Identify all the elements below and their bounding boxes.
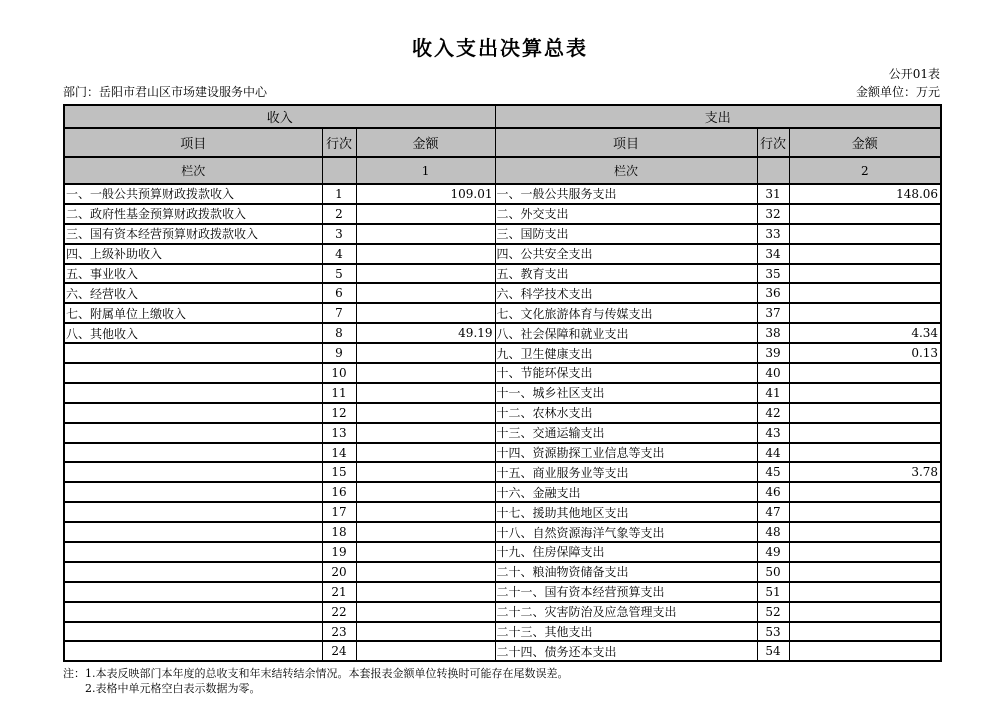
income-line-cell: 18: [322, 522, 356, 542]
budget-table: [63, 104, 942, 662]
expense-line-cell: 38: [757, 323, 789, 343]
expense-item-cell: 四、公共安全支出: [495, 244, 757, 264]
table-row: [64, 482, 941, 502]
income-amount-cell: 49.19: [356, 323, 495, 343]
income-line-cell: 11: [322, 383, 356, 403]
note-line-2: 2.表格中单元格空白表示数据为零。: [85, 682, 261, 696]
income-item-cell: [64, 542, 322, 562]
expense-line-cell: 53: [757, 622, 789, 642]
income-item-cell: 五、事业收入: [64, 264, 322, 284]
table-row: [64, 184, 941, 204]
expense-item-cell: 六、科学技术支出: [495, 283, 757, 303]
income-line-cell: 21: [322, 582, 356, 602]
expense-amount-cell: [789, 423, 941, 443]
expense-item-cell: 三、国防支出: [495, 224, 757, 244]
expense-amount-cell: 148.06: [789, 184, 941, 204]
income-colindex-line-blank: [322, 157, 356, 184]
expense-item-cell: 九、卫生健康支出: [495, 343, 757, 363]
department-label: 部门：岳阳市君山区市场建设服务中心: [63, 85, 268, 99]
expense-amount-cell: [789, 283, 941, 303]
income-section-header: 收入: [64, 105, 495, 128]
income-item-cell: 三、国有资本经营预算财政拨款收入: [64, 224, 322, 244]
income-amount-cell: [356, 462, 495, 482]
expense-amount-cell: [789, 482, 941, 502]
income-amount-cell: [356, 582, 495, 602]
income-line-header: 行次: [322, 128, 356, 157]
meta-line: [63, 85, 940, 100]
income-amount-cell: [356, 542, 495, 562]
table-row: [64, 283, 941, 303]
expense-line-cell: 31: [757, 184, 789, 204]
table-row: [64, 582, 941, 602]
income-item-cell: [64, 622, 322, 642]
table-row: [64, 303, 941, 323]
expense-item-cell: 十四、资源勘探工业信息等支出: [495, 443, 757, 463]
income-item-cell: 八、其他收入: [64, 323, 322, 343]
expense-amount-cell: [789, 582, 941, 602]
income-item-cell: [64, 582, 322, 602]
income-item-cell: [64, 443, 322, 463]
expense-line-cell: 39: [757, 343, 789, 363]
expense-amount-cell: 0.13: [789, 343, 941, 363]
income-item-cell: 七、附属单位上缴收入: [64, 303, 322, 323]
expense-colindex-line-blank: [757, 157, 789, 184]
income-line-cell: 23: [322, 622, 356, 642]
column-index-row: [64, 157, 941, 184]
table-row: [64, 383, 941, 403]
income-line-cell: 5: [322, 264, 356, 284]
income-colindex-label: 栏次: [64, 157, 322, 184]
income-amount-cell: [356, 204, 495, 224]
income-amount-cell: [356, 622, 495, 642]
expense-line-header: 行次: [757, 128, 789, 157]
expense-colindex-label: 栏次: [495, 157, 757, 184]
expense-line-cell: 47: [757, 502, 789, 522]
expense-item-cell: 五、教育支出: [495, 264, 757, 284]
income-item-cell: 四、上级补助收入: [64, 244, 322, 264]
income-amount-cell: [356, 482, 495, 502]
table-row: [64, 562, 941, 582]
table-code: 公开01表: [888, 67, 940, 81]
income-item-header: 项目: [64, 128, 322, 157]
section-header-row: [64, 105, 941, 128]
expense-item-cell: 二十四、债务还本支出: [495, 641, 757, 661]
income-item-cell: [64, 602, 322, 622]
income-item-cell: [64, 343, 322, 363]
income-item-cell: [64, 403, 322, 423]
income-item-cell: [64, 502, 322, 522]
expense-amount-cell: [789, 383, 941, 403]
expense-item-cell: 十六、金融支出: [495, 482, 757, 502]
expense-amount-cell: [789, 502, 941, 522]
table-row: [64, 542, 941, 562]
table-row: [64, 443, 941, 463]
expense-item-cell: 十九、住房保障支出: [495, 542, 757, 562]
income-item-cell: [64, 482, 322, 502]
income-item-cell: 一、一般公共预算财政拨款收入: [64, 184, 322, 204]
income-amount-cell: [356, 343, 495, 363]
income-amount-cell: [356, 303, 495, 323]
income-line-cell: 16: [322, 482, 356, 502]
expense-amount-cell: [789, 443, 941, 463]
expense-amount-cell: [789, 602, 941, 622]
expense-amount-cell: [789, 403, 941, 423]
income-item-cell: [64, 383, 322, 403]
income-amount-cell: [356, 363, 495, 383]
expense-line-cell: 50: [757, 562, 789, 582]
income-amount-cell: [356, 244, 495, 264]
income-line-cell: 10: [322, 363, 356, 383]
expense-item-cell: 十一、城乡社区支出: [495, 383, 757, 403]
income-line-cell: 6: [322, 283, 356, 303]
income-line-cell: 3: [322, 224, 356, 244]
income-amount-cell: [356, 443, 495, 463]
income-item-cell: [64, 363, 322, 383]
table-row: [64, 641, 941, 661]
expense-amount-cell: [789, 224, 941, 244]
amount-unit-label: 金额单位：万元: [855, 85, 940, 99]
page-title: 收入支出决算总表: [412, 36, 588, 60]
income-amount-cell: [356, 502, 495, 522]
note-line-1: 注：1.本表反映部门本年度的总收支和年末结转结余情况。本套报表金额单位转换时可能存在尾数误差。: [63, 667, 569, 681]
table-row: [64, 363, 941, 383]
income-line-cell: 13: [322, 423, 356, 443]
expense-amount-cell: [789, 622, 941, 642]
expense-line-cell: 43: [757, 423, 789, 443]
income-line-cell: 2: [322, 204, 356, 224]
income-item-cell: [64, 562, 322, 582]
expense-amount-cell: [789, 363, 941, 383]
table-row: [64, 224, 941, 244]
expense-line-cell: 51: [757, 582, 789, 602]
expense-amount-cell: 3.78: [789, 462, 941, 482]
expense-amount-cell: [789, 522, 941, 542]
table-row: [64, 204, 941, 224]
expense-line-cell: 37: [757, 303, 789, 323]
expense-item-cell: 二十一、国有资本经营预算支出: [495, 582, 757, 602]
income-amount-cell: [356, 602, 495, 622]
income-line-cell: 20: [322, 562, 356, 582]
expense-section-header: 支出: [495, 105, 941, 128]
income-line-cell: 24: [322, 641, 356, 661]
expense-line-cell: 41: [757, 383, 789, 403]
income-amount-cell: [356, 283, 495, 303]
income-line-cell: 17: [322, 502, 356, 522]
income-item-cell: [64, 522, 322, 542]
income-amount-cell: [356, 562, 495, 582]
expense-line-cell: 45: [757, 462, 789, 482]
income-line-cell: 12: [322, 403, 356, 423]
expense-item-cell: 七、文化旅游体育与传媒支出: [495, 303, 757, 323]
expense-line-cell: 35: [757, 264, 789, 284]
income-line-cell: 8: [322, 323, 356, 343]
income-line-cell: 14: [322, 443, 356, 463]
expense-item-cell: 二、外交支出: [495, 204, 757, 224]
expense-amount-cell: [789, 641, 941, 661]
income-item-cell: [64, 462, 322, 482]
table-row: [64, 264, 941, 284]
expense-colindex-value: 2: [789, 157, 941, 184]
income-amount-cell: [356, 264, 495, 284]
income-item-cell: [64, 641, 322, 661]
table-row: [64, 602, 941, 622]
income-amount-cell: 109.01: [356, 184, 495, 204]
income-amount-cell: [356, 383, 495, 403]
expense-item-cell: 二十三、其他支出: [495, 622, 757, 642]
income-amount-cell: [356, 224, 495, 244]
expense-item-cell: 十七、援助其他地区支出: [495, 502, 757, 522]
table-row: [64, 502, 941, 522]
income-item-cell: 二、政府性基金预算财政拨款收入: [64, 204, 322, 224]
expense-amount-cell: [789, 244, 941, 264]
expense-line-cell: 44: [757, 443, 789, 463]
expense-item-cell: 二十、粮油物资储备支出: [495, 562, 757, 582]
expense-line-cell: 42: [757, 403, 789, 423]
expense-item-cell: 一、一般公共服务支出: [495, 184, 757, 204]
table-row: [64, 403, 941, 423]
expense-line-cell: 54: [757, 641, 789, 661]
table-row: [64, 462, 941, 482]
expense-line-cell: 46: [757, 482, 789, 502]
expense-line-cell: 34: [757, 244, 789, 264]
expense-line-cell: 33: [757, 224, 789, 244]
table-row: [64, 423, 941, 443]
income-amount-cell: [356, 522, 495, 542]
expense-line-cell: 52: [757, 602, 789, 622]
table-row: [64, 622, 941, 642]
expense-amount-cell: [789, 264, 941, 284]
expense-item-cell: 十八、自然资源海洋气象等支出: [495, 522, 757, 542]
expense-item-cell: 八、社会保障和就业支出: [495, 323, 757, 343]
expense-item-cell: 十五、商业服务业等支出: [495, 462, 757, 482]
notes: [63, 666, 940, 696]
expense-line-cell: 36: [757, 283, 789, 303]
expense-line-cell: 32: [757, 204, 789, 224]
column-header-row: [64, 128, 941, 157]
expense-amount-cell: [789, 562, 941, 582]
income-amount-cell: [356, 423, 495, 443]
income-line-cell: 22: [322, 602, 356, 622]
income-amount-cell: [356, 641, 495, 661]
table-row: [64, 522, 941, 542]
income-colindex-value: 1: [356, 157, 495, 184]
income-amount-header: 金额: [356, 128, 495, 157]
income-line-cell: 15: [322, 462, 356, 482]
sheet: [63, 67, 940, 696]
income-line-cell: 9: [322, 343, 356, 363]
table-row: [64, 323, 941, 343]
expense-amount-cell: [789, 542, 941, 562]
expense-item-cell: 十二、农林水支出: [495, 403, 757, 423]
expense-item-cell: 十三、交通运输支出: [495, 423, 757, 443]
expense-amount-cell: [789, 303, 941, 323]
expense-item-cell: 二十二、灾害防治及应急管理支出: [495, 602, 757, 622]
income-line-cell: 1: [322, 184, 356, 204]
income-item-cell: [64, 423, 322, 443]
expense-amount-cell: [789, 204, 941, 224]
income-line-cell: 7: [322, 303, 356, 323]
income-item-cell: 六、经营收入: [64, 283, 322, 303]
expense-line-cell: 49: [757, 542, 789, 562]
expense-amount-cell: 4.34: [789, 323, 941, 343]
income-line-cell: 19: [322, 542, 356, 562]
expense-line-cell: 48: [757, 522, 789, 542]
expense-amount-header: 金额: [789, 128, 941, 157]
expense-item-cell: 十、节能环保支出: [495, 363, 757, 383]
table-row: [64, 244, 941, 264]
expense-item-header: 项目: [495, 128, 757, 157]
expense-line-cell: 40: [757, 363, 789, 383]
income-amount-cell: [356, 403, 495, 423]
income-line-cell: 4: [322, 244, 356, 264]
table-row: [64, 343, 941, 363]
